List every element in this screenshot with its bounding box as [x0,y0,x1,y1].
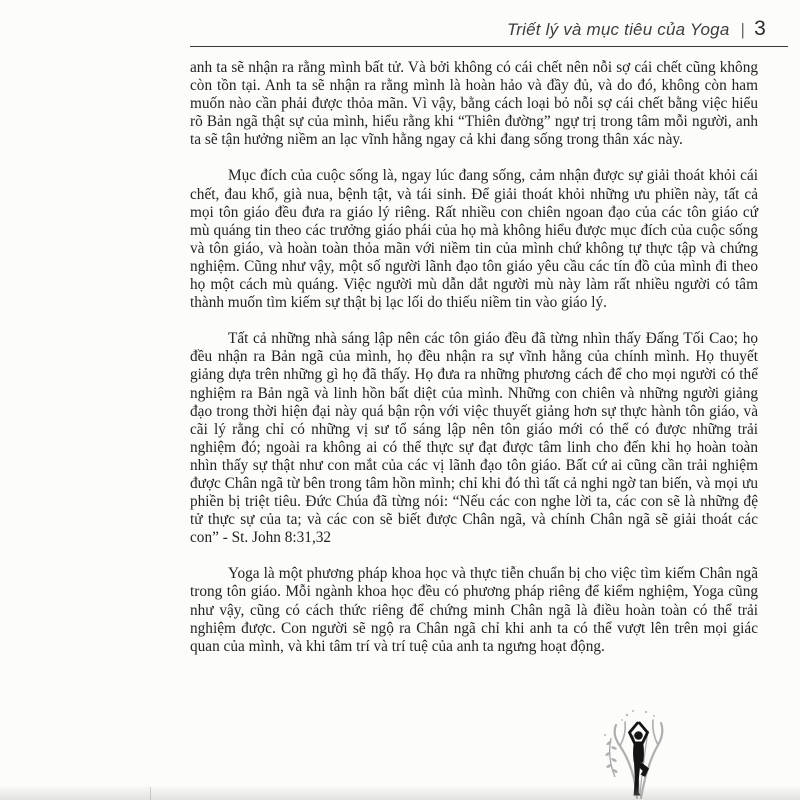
header-separator: | [740,20,746,39]
text-column [190,59,758,674]
paragraph: Yoga là một phương pháp khoa học và thực tiễn chuẩn bị cho việc tìm kiếm Chân ngã trong tôn giáo. Mỗi ngành khoa học đều có phương pháp riêng để kiểm nghiệm, Yoga cũng như vậy, cũng có cách thức riêng để chứng minh Chân ngã là điều hoàn toàn có thể trải nghiệm được. Con người sẽ ngộ ra Chân ngã chỉ khi anh ta có thể vượt lên trên mọi giác quan của mình, và khi tâm trí và trí tuệ của anh ta ngưng hoạt động. [190,565,758,655]
paragraph-continuation: anh ta sẽ nhận ra rằng mình bất tử. Và bởi không có cái chết nên nỗi sợ cái chết cũng không còn tồn tại. Anh ta sẽ nhận ra rằng mình là hoàn hảo và đầy đủ, và do đó, không còn ham muốn nào cần phải được thỏa mãn. Vì vậy, bằng cách loại bỏ nỗi sợ cái chết bằng việc hiểu rõ Bản ngã thật sự của mình, hiểu rằng khi “Thiên đường” ngự trị trong tâm mỗi người, anh ta sẽ tận hưởng niềm an lạc vĩnh hằng ngay cả khi đang sống trong thân xác này. [190,59,758,149]
paragraph: Mục đích của cuộc sống là, ngay lúc đang sống, cảm nhận được sự giải thoát khỏi cái chết, đau khổ, già nua, bệnh tật, và tái sinh. Để giải thoát khỏi những ưu phiền này, tất cả mọi tôn giáo đều đưa ra giáo lý riêng. Rất nhiều con chiên ngoan đạo của các tôn giáo cứ mù quáng tin theo các trưởng giáo phái của họ mà không hiểu được mục đích của cuộc sống và tôn giáo, và hoàn toàn thỏa mãn với niềm tin của mình chứ không tự thực tập và chứng nghiệm. Cũng như vậy, một số người lãnh đạo tôn giáo yêu cầu các tín đồ của mình đi theo họ một cách mù quáng. Việc người mù dẫn dắt người mù này làm rất nhiều người có tâm thành muốn tìm kiếm sự thật bị lạc lối do thiếu niềm tin vào giáo lý. [190,167,758,312]
page-bottom-shadow [0,785,800,800]
running-header [507,17,766,41]
header-rule [190,46,788,47]
paragraph: Tất cả những nhà sáng lập nên các tôn giáo đều đã từng nhìn thấy Đấng Tối Cao; họ đều nhận ra Bản ngã của mình, họ đều nhận ra sự vĩnh hằng của chính mình. Họ thuyết giảng dựa trên những gì họ đã thấy. Họ đưa ra những phương cách để cho mọi người có thể nghiệm ra Bản ngã và linh hồn bất diệt của mình. Những con chiên và những người giảng đạo trong thời hiện đại này quá bận rộn với việc thuyết giảng hơn sự thực hành tôn giáo, và cãi lý rằng chỉ có những vị sư tổ sáng lập nên tôn giáo mới có thể có được những trải nghiệm đó; ngoài ra không ai có thể thực sự đạt được tâm linh cho đến khi họ hoàn toàn nhìn thấy sự thật như con mắt của các vị lãnh đạo tôn giáo. Bất cứ ai cũng cần trải nghiệm được Chân ngã từ bên trong tâm hồn mình; chỉ khi đó thì tất cả nghi ngờ tan biến, và mọi ưu phiền bị triệt tiêu. Đức Chúa đã từng nói: “Nếu các con nghe lời ta, các con sẽ là những đệ tử thực sự của ta; và các con sẽ biết được Chân ngã, và chính Chân ngã sẽ giải thoát các con” - St. John 8:31,32 [190,330,758,547]
chapter-title: Triết lý và mục tiêu của Yoga [506,20,730,39]
page-number: 3 [754,17,766,40]
